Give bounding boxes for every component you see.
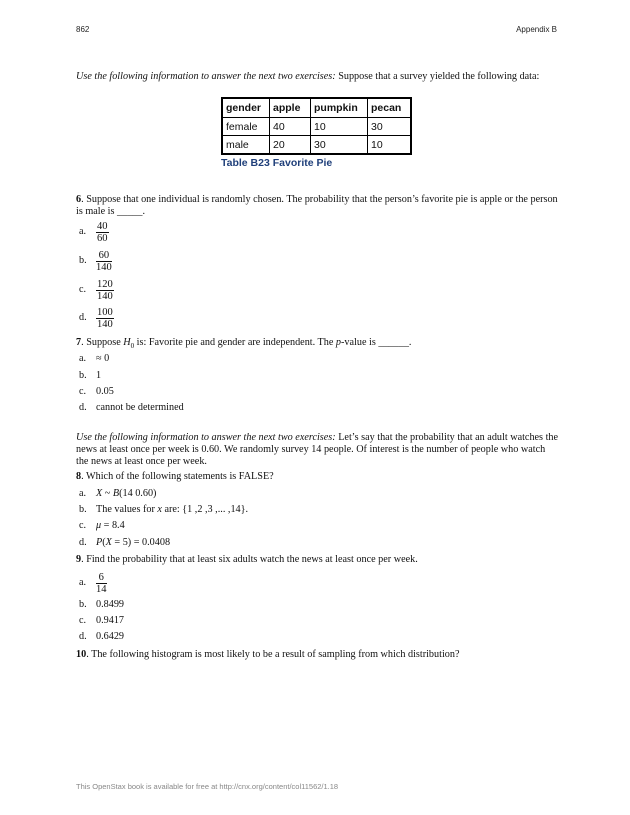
question-8 bbox=[76, 471, 560, 483]
header-apple: apple bbox=[270, 98, 311, 118]
question-number: 7 bbox=[76, 337, 82, 348]
option bbox=[79, 353, 109, 365]
option-letter: b. bbox=[79, 370, 87, 381]
var-p: P bbox=[96, 537, 103, 548]
var-x: x bbox=[157, 504, 162, 515]
favorite-pie-table bbox=[221, 97, 412, 155]
option bbox=[79, 537, 170, 549]
intro-text: Suppose that a survey yielded the following data: bbox=[335, 71, 540, 82]
fraction bbox=[96, 307, 114, 330]
question-number: 6 bbox=[76, 194, 82, 205]
p-symbol: p bbox=[335, 337, 342, 348]
option-text: = 5) = 0.0408 bbox=[111, 537, 171, 548]
option-text: 0.05 bbox=[96, 386, 114, 397]
numerator: 60 bbox=[96, 250, 112, 262]
intro-lead: Use the following information to answer the next two exercises: bbox=[76, 71, 336, 82]
option-text: 0.8499 bbox=[96, 599, 125, 610]
option bbox=[79, 599, 124, 611]
fraction bbox=[96, 221, 109, 244]
question-text: . Suppose that one individual is randomly chosen. The probability that the person’s favorite pie is apple or the person is male is _____. bbox=[76, 194, 558, 218]
option-letter: d. bbox=[79, 537, 87, 548]
denominator: 60 bbox=[97, 233, 108, 244]
option-text: The values for bbox=[96, 504, 158, 515]
table-cell: 30 bbox=[311, 136, 368, 155]
question-7 bbox=[76, 337, 560, 352]
option-letter: c. bbox=[79, 615, 87, 626]
table-caption: Table B23 Favorite Pie bbox=[221, 157, 333, 169]
option bbox=[79, 615, 124, 627]
option-letter: a. bbox=[79, 353, 87, 364]
var-x: X bbox=[105, 537, 112, 548]
option-text: (14 0.60) bbox=[119, 488, 157, 499]
option-letter: b. bbox=[79, 599, 87, 610]
question-text: -value is ______. bbox=[341, 337, 412, 348]
numerator: 6 bbox=[96, 572, 107, 584]
option-text: 1 bbox=[96, 370, 102, 381]
var-x: X bbox=[96, 488, 103, 499]
question-text: is: Favorite pie and gender are independent. The bbox=[134, 337, 336, 348]
denominator: 140 bbox=[96, 262, 112, 273]
question-6 bbox=[76, 194, 560, 218]
numerator: 100 bbox=[97, 307, 113, 318]
question-text: . Suppose bbox=[81, 337, 124, 348]
table-cell: 10 bbox=[311, 118, 368, 136]
option-text: ≈ 0 bbox=[96, 353, 110, 364]
denominator: 140 bbox=[97, 319, 113, 330]
option-letter: d. bbox=[79, 402, 87, 413]
numerator: 40 bbox=[97, 221, 108, 232]
intro-lead: Use the following information to answer the next two exercises: bbox=[76, 432, 336, 443]
footer-text: This OpenStax book is available for free at http://cnx.org/content/col11562/1.18 bbox=[76, 782, 339, 791]
fraction bbox=[96, 572, 107, 595]
option bbox=[79, 386, 114, 398]
option bbox=[79, 488, 156, 500]
table-cell: 40 bbox=[270, 118, 311, 136]
option bbox=[79, 370, 101, 382]
denominator: 14 bbox=[96, 584, 107, 595]
fraction bbox=[96, 279, 114, 302]
option-text: are: {1 ,2 ,3 ,... ,14}. bbox=[161, 504, 249, 515]
option-text: 0.9417 bbox=[96, 615, 125, 626]
hypothesis-subscript: 0 bbox=[130, 342, 135, 351]
option bbox=[79, 631, 124, 643]
option-letter: b. bbox=[79, 255, 87, 266]
page-number: 862 bbox=[76, 25, 90, 34]
option-letter: c. bbox=[79, 284, 87, 295]
table-cell: 10 bbox=[368, 136, 412, 155]
question-text: . The following histogram is most likely to be a result of sampling from which distribution? bbox=[86, 649, 460, 660]
intro-paragraph-1 bbox=[76, 71, 558, 83]
option-text: 0.6429 bbox=[96, 631, 125, 642]
var-b: B bbox=[112, 488, 120, 499]
question-text: . Which of the following statements is FALSE? bbox=[81, 471, 274, 482]
section-label: Appendix B bbox=[516, 25, 557, 34]
option-letter: d. bbox=[79, 631, 87, 642]
table-row bbox=[222, 118, 411, 136]
option-letter: c. bbox=[79, 520, 87, 531]
question-10 bbox=[76, 649, 560, 661]
question-number: 8 bbox=[76, 471, 82, 482]
option-letter: d. bbox=[79, 312, 87, 323]
option bbox=[79, 520, 125, 532]
option bbox=[79, 402, 184, 414]
question-number: 9 bbox=[76, 554, 82, 565]
table-header-row bbox=[222, 98, 411, 118]
option-text: = 8.4 bbox=[101, 520, 125, 531]
table-cell: male bbox=[222, 136, 270, 155]
hypothesis-symbol: H bbox=[123, 337, 131, 348]
var-mu: μ bbox=[96, 520, 102, 531]
option-letter: a. bbox=[79, 488, 87, 499]
table-cell: 30 bbox=[368, 118, 412, 136]
option-letter: b. bbox=[79, 504, 87, 515]
option-letter: a. bbox=[79, 226, 87, 237]
denominator: 140 bbox=[97, 291, 113, 302]
option-text: cannot be determined bbox=[96, 402, 184, 413]
table-cell: 20 bbox=[270, 136, 311, 155]
option-text: ~ bbox=[102, 488, 113, 499]
table-row bbox=[222, 136, 411, 155]
option-letter: c. bbox=[79, 386, 87, 397]
question-text: . Find the probability that at least six adults watch the news at least once per week. bbox=[81, 554, 418, 565]
question-number: 10 bbox=[76, 649, 87, 660]
fraction bbox=[96, 250, 112, 273]
option bbox=[79, 504, 248, 516]
option-letter: a. bbox=[79, 577, 87, 588]
header-gender: gender bbox=[222, 98, 270, 118]
numerator: 120 bbox=[97, 279, 113, 290]
table-cell: female bbox=[222, 118, 270, 136]
option-text: ( bbox=[102, 537, 106, 548]
header-pumpkin: pumpkin bbox=[311, 98, 368, 118]
header-pecan: pecan bbox=[368, 98, 412, 118]
intro-paragraph-2 bbox=[76, 432, 560, 469]
intro-text: Let’s say that the probability that an adult watches the news at least once per week is 0.60. We randomly survey 14 people. Of interest is the number of people who watch the news at least once per week. bbox=[76, 432, 559, 468]
question-9 bbox=[76, 554, 560, 566]
